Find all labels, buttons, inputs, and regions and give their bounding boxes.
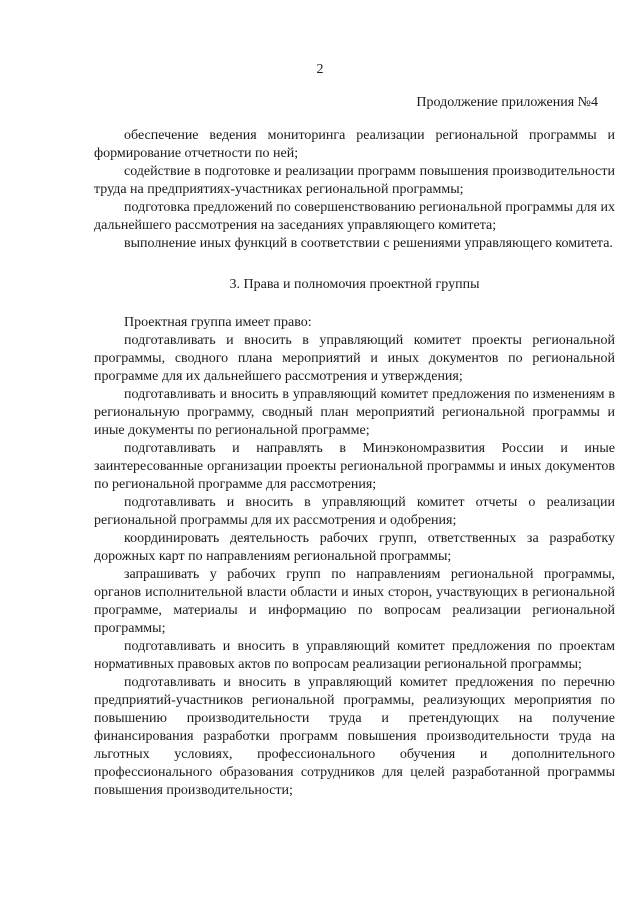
paragraph: выполнение иных функций в соответствии с решениями управляющего комитета. <box>124 236 613 251</box>
paragraph: подготавливать и вносить в управляющий комитет отчеты о реализации региональной программы для их рассмотрения и одобрения; <box>94 495 615 528</box>
page-number: 2 <box>316 62 324 77</box>
paragraph: запрашивать у рабочих групп по направлениям региональной программы, органов исполнительной власти области и иных сторон, участвующих в региональной программе, материалы и информацию по вопросам реализации региональной программы; <box>94 567 615 636</box>
paragraph: подготавливать и вносить в управляющий комитет проекты региональной программы, сводного плана мероприятий и иных документов по региональной программе для их дальнейшего рассмотрения и утверждения; <box>94 333 615 384</box>
paragraph: содействие в подготовке и реализации программ повышения производительности труда на предприятиях-участниках региональной программы; <box>94 164 615 197</box>
paragraph: подготавливать и вносить в управляющий комитет предложения по перечню предприятий-участников региональной программы, реализующих мероприятия по повышению производительности труда и претендующих на получение финансирования разработки программ повышения производительности труда на льготных условиях, профессионального обучения и дополнительного профессионального образования сотрудников для целей разработанной программы повышения производительности; <box>94 675 615 798</box>
section-intro: Проектная группа имеет право: <box>124 315 312 330</box>
paragraph: обеспечение ведения мониторинга реализации региональной программы и формирование отчетности по ней; <box>94 128 615 161</box>
paragraph: координировать деятельность рабочих групп, ответственных за разработку дорожных карт по направлениям региональной программы; <box>94 531 615 564</box>
section-title: 3. Права и полномочия проектной группы <box>229 277 480 292</box>
paragraph: подготавливать и вносить в управляющий комитет предложения по проектам нормативных правовых актов по вопросам реализации региональной программы; <box>94 639 615 672</box>
paragraph: подготавливать и направлять в Минэкономразвития России и иные заинтересованные организации проекты региональной программы и иных документов по региональной программе для рассмотрения; <box>94 441 615 492</box>
appendix-continuation-note: Продолжение приложения №4 <box>416 95 598 110</box>
paragraph: подготавливать и вносить в управляющий комитет предложения по изменениям в региональную программу, сводный план мероприятий региональной программы и иные документы по региональной программе; <box>94 387 615 438</box>
paragraph: подготовка предложений по совершенствованию региональной программы для их дальнейшего рассмотрения на заседаниях управляющего комитета; <box>94 200 615 233</box>
document-body <box>94 127 615 800</box>
